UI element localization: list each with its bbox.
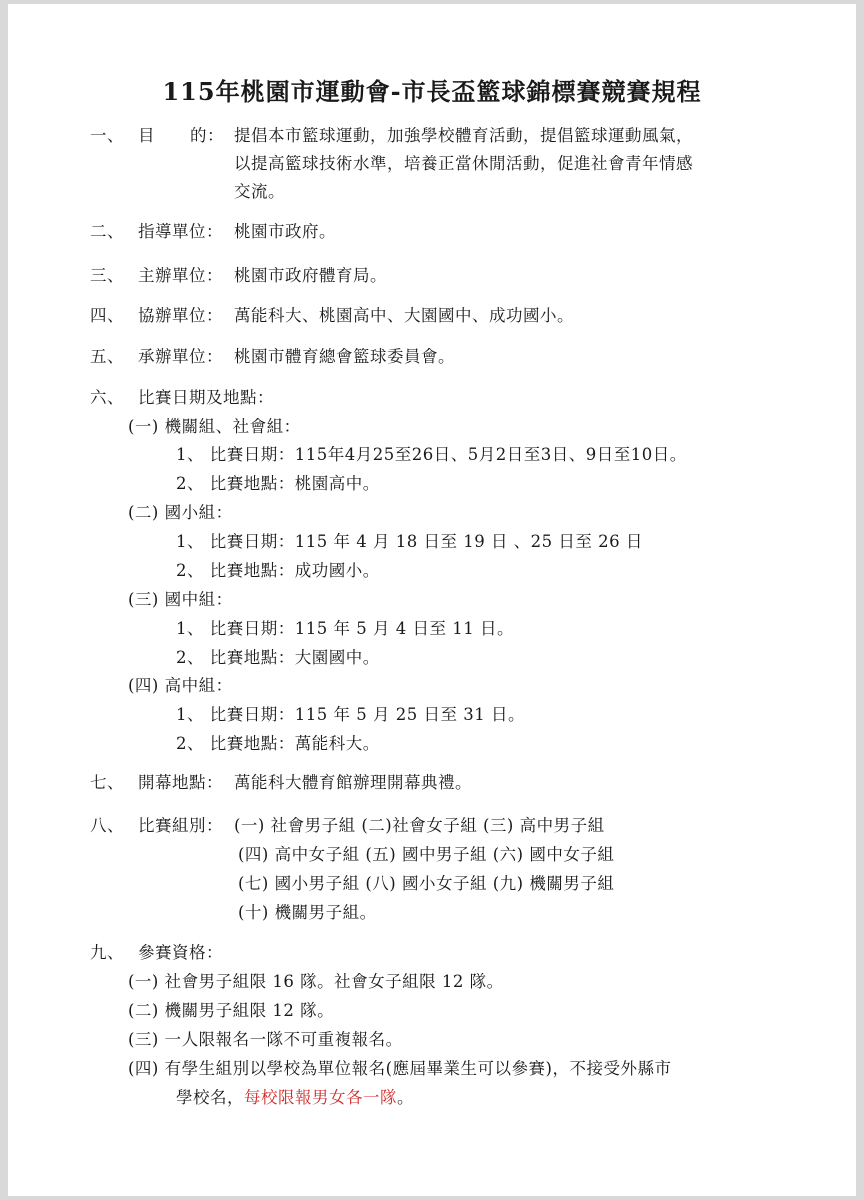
- section-6-number: 六、: [90, 388, 124, 407]
- section-4-number: 四、: [90, 306, 124, 325]
- section-1-label-a: 目: [138, 126, 155, 145]
- eligibility-item: (四) 有學生組別以學校為單位報名(應屆畢業生可以參賽)，不接受外縣市: [128, 1059, 672, 1078]
- section-4-text: 萬能科大、桃園高中、大園國中、成功國小。: [234, 306, 574, 325]
- division-line: (七) 國小男子組 (八) 國小女子組 (九) 機關男子組: [238, 874, 615, 893]
- eligibility-item: (二) 機關男子組限 12 隊。: [128, 1001, 335, 1020]
- section-8-label: 比賽組別：: [138, 816, 223, 835]
- division-line: (一) 社會男子組 (二)社會女子組 (三) 高中男子組: [234, 816, 605, 835]
- section-7-label: 開幕地點：: [138, 773, 223, 792]
- section-1-text-line: 以提高籃球技術水準，培養正當休閒活動，促進社會青年情感: [234, 154, 693, 173]
- group-3-label: (三) 國中組：: [128, 590, 233, 609]
- section-3-number: 三、: [90, 266, 124, 285]
- section-9-number: 九、: [90, 943, 124, 962]
- group-1-date: 1、 比賽日期：115年4月25至26日、5月2日至3日、9日至10日。: [176, 445, 687, 464]
- section-8-number: 八、: [90, 816, 124, 835]
- section-2-text: 桃園市政府。: [234, 222, 336, 241]
- eligibility-text: 學校名，: [176, 1088, 244, 1107]
- section-5-label: 承辦單位：: [138, 347, 223, 366]
- group-4-place: 2、 比賽地點：萬能科大。: [176, 734, 380, 753]
- eligibility-item-continued: [176, 1088, 414, 1108]
- section-7-number: 七、: [90, 773, 124, 792]
- eligibility-item: (一) 社會男子組限 16 隊。社會女子組限 12 隊。: [128, 972, 504, 991]
- section-2-label: 指導單位：: [138, 222, 223, 241]
- group-1-place: 2、 比賽地點：桃園高中。: [176, 474, 380, 493]
- group-4-date: 1、 比賽日期：115 年 5 月 25 日至 31 日。: [176, 705, 525, 724]
- section-1-number: 一、: [90, 126, 124, 145]
- section-2-number: 二、: [90, 222, 124, 241]
- section-1-label-b: 的：: [190, 126, 224, 145]
- division-line: (十) 機關男子組。: [238, 903, 377, 922]
- section-5-number: 五、: [90, 347, 124, 366]
- group-2-date: 1、 比賽日期：115 年 4 月 18 日至 19 日 、25 日至 26 日: [176, 532, 643, 551]
- document-title: 115年桃園市運動會-市長盃籃球錦標賽競賽規程: [162, 77, 702, 106]
- highlighted-rule: 每校限報男女各一隊: [244, 1088, 397, 1107]
- eligibility-item: (三) 一人限報名一隊不可重複報名。: [128, 1030, 403, 1049]
- section-1-text-line: 提倡本市籃球運動，加強學校體育活動，提倡籃球運動風氣，: [234, 126, 693, 145]
- section-9-label: 參賽資格：: [138, 943, 223, 962]
- section-3-text: 桃園市政府體育局。: [234, 266, 387, 285]
- section-4-label: 協辦單位：: [138, 306, 223, 325]
- group-1-label: (一) 機關組、社會組：: [128, 417, 301, 436]
- section-3-label: 主辦單位：: [138, 266, 223, 285]
- section-6-label: 比賽日期及地點：: [138, 388, 274, 407]
- group-2-place: 2、 比賽地點：成功國小。: [176, 561, 380, 580]
- division-line: (四) 高中女子組 (五) 國中男子組 (六) 國中女子組: [238, 845, 615, 864]
- group-2-label: (二) 國小組：: [128, 503, 233, 522]
- eligibility-text-end: 。: [397, 1088, 414, 1107]
- section-1-text-line: 交流。: [234, 182, 285, 201]
- group-4-label: (四) 高中組：: [128, 676, 233, 695]
- group-3-date: 1、 比賽日期：115 年 5 月 4 日至 11 日。: [176, 619, 514, 638]
- section-7-text: 萬能科大體育館辦理開幕典禮。: [234, 773, 472, 792]
- section-5-text: 桃園市體育總會籃球委員會。: [234, 347, 455, 366]
- document-page: [8, 4, 856, 1196]
- group-3-place: 2、 比賽地點：大園國中。: [176, 648, 380, 667]
